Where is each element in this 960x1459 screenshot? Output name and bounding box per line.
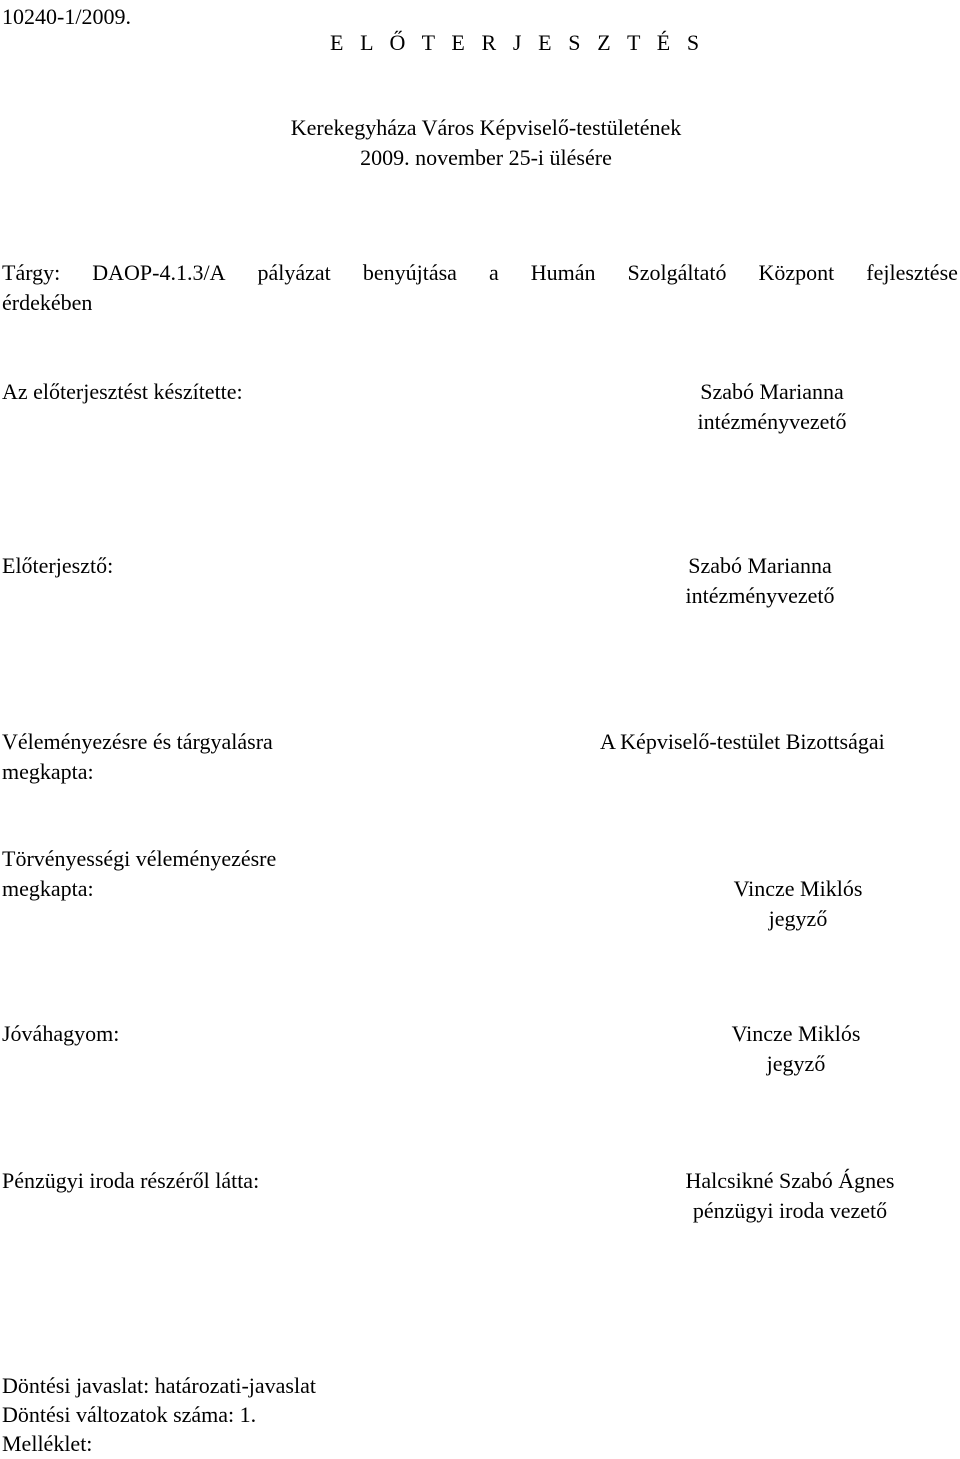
decision-proposal: Döntési javaslat: határozati-javaslat	[2, 1373, 316, 1398]
legal-review-label	[2, 844, 276, 904]
legal-review-name: Vincze Miklós	[733, 876, 863, 901]
reference-number: 10240-1/2009.	[2, 4, 131, 29]
subject-line-2: érdekében	[2, 290, 93, 315]
subject-word: Szolgáltató	[627, 260, 727, 285]
subject-block	[2, 258, 958, 318]
prepared-by-value	[672, 377, 872, 437]
approval-value	[696, 1019, 896, 1079]
footer-block	[2, 1371, 316, 1458]
finance-name: Halcsikné Szabó Ágnes	[685, 1168, 895, 1193]
legal-review-role: jegyző	[768, 906, 828, 931]
finance-label: Pénzügyi iroda részéről látta:	[2, 1168, 260, 1193]
finance-role: pénzügyi iroda vezető	[692, 1198, 888, 1223]
subject-word: Humán	[530, 260, 596, 285]
review-label-line-2: megkapta:	[2, 759, 94, 784]
meeting-heading	[0, 113, 960, 173]
attachment-label: Melléklet:	[2, 1431, 93, 1456]
review-value: A Képviselő-testület Bizottságai	[600, 729, 885, 754]
review-label	[2, 727, 273, 787]
subject-word: fejlesztése	[866, 260, 958, 285]
prepared-by-name: Szabó Marianna	[700, 379, 844, 404]
submitter-role: intézményvezető	[685, 583, 835, 608]
prepared-by-role: intézményvezető	[697, 409, 847, 434]
subject-word: DAOP-4.1.3/A	[92, 260, 226, 285]
document-title: E L Ő T E R J E S Z T É S	[330, 30, 705, 55]
heading-line-council: Kerekegyháza Város Képviselő-testületének	[290, 115, 682, 140]
subject-line-1	[2, 258, 958, 288]
approval-name: Vincze Miklós	[731, 1021, 861, 1046]
approval-label: Jóváhagyom:	[2, 1021, 120, 1046]
legal-review-value	[698, 874, 898, 934]
subject-word: Tárgy:	[2, 260, 61, 285]
heading-line-date: 2009. november 25-i ülésére	[360, 145, 612, 170]
subject-word: benyújtása	[362, 260, 457, 285]
decision-variants: Döntési változatok száma: 1.	[2, 1402, 257, 1427]
submitter-label: Előterjesztő:	[2, 553, 114, 578]
subject-word: pályázat	[257, 260, 331, 285]
subject-word: Központ	[758, 260, 835, 285]
submitter-name: Szabó Marianna	[688, 553, 832, 578]
approval-role: jegyző	[766, 1051, 826, 1076]
legal-review-label-line-1: Törvényességi véleményezésre	[2, 846, 277, 871]
finance-value	[660, 1166, 920, 1226]
submitter-value	[660, 551, 860, 611]
prepared-by-label: Az előterjesztést készítette:	[2, 379, 243, 404]
legal-review-label-line-2: megkapta:	[2, 876, 94, 901]
subject-word: a	[488, 260, 499, 285]
review-label-line-1: Véleményezésre és tárgyalásra	[2, 729, 273, 754]
